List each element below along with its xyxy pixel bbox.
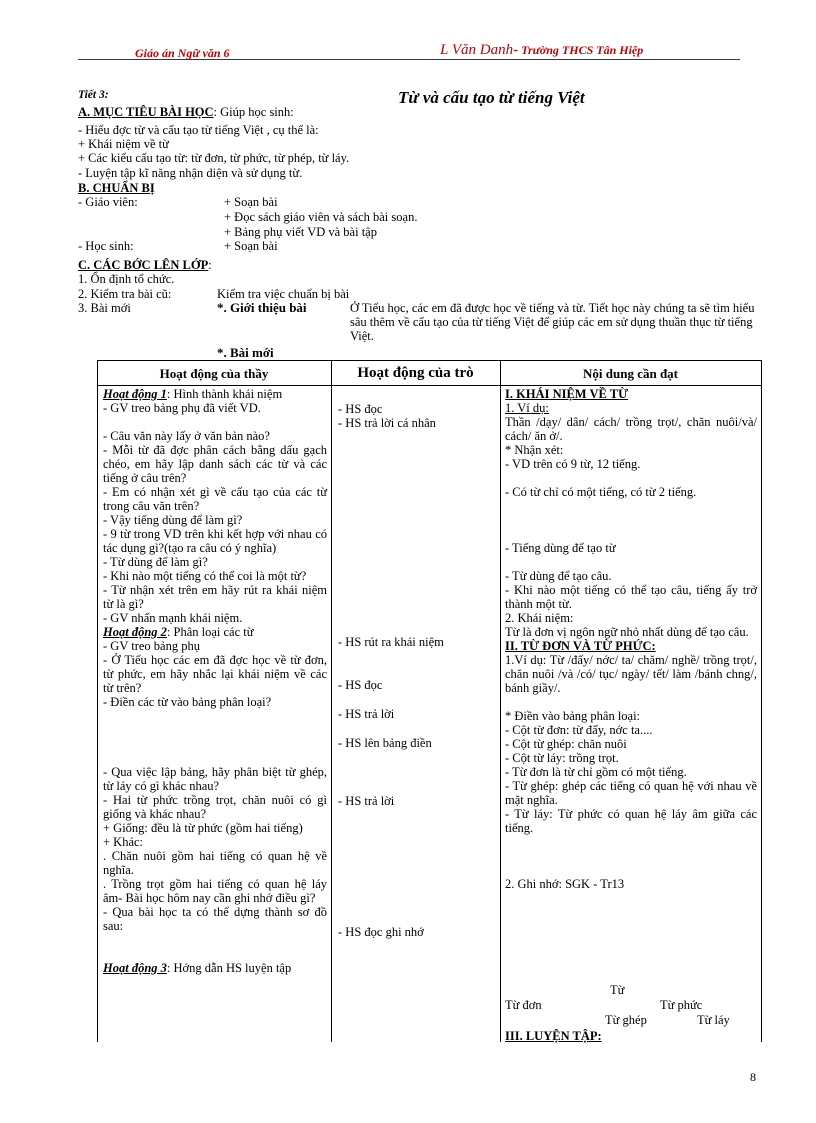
- content-line: - VD trên có 9 từ, 12 tiếng.: [505, 457, 641, 471]
- spacer: [505, 555, 757, 569]
- content-line: - Tiếng dùng để tạo từ: [505, 541, 616, 555]
- header-school: Trường THCS Tân Hiệp: [518, 43, 644, 57]
- header-teacher: Hoạt động của thầy: [159, 366, 269, 381]
- student-activity: - HS trả lời: [338, 707, 395, 721]
- teacher-line: - 9 từ trong VD trên khi kết hợp với nhau có tác dụng gì?(tạo ra câu có ý nghĩa): [103, 527, 327, 555]
- activity-title: : Hớng dẫn HS luyện tập: [166, 961, 292, 975]
- student-activity: - HS trả lời cá nhân: [338, 416, 436, 430]
- content-line: - Từ ghép: ghép các tiếng có quan hệ với nhau về mặt nghĩa.: [505, 779, 757, 807]
- header-student: Hoạt động của trò: [357, 365, 474, 381]
- student-label: - Học sinh:: [78, 239, 134, 253]
- teacher-line: . Trồng trọt gồm hai tiếng có quan hệ láy âm- Bài học hôm nay cần ghi nhớ điều gì?: [103, 877, 327, 905]
- spacer: [505, 835, 757, 877]
- diagram-compound: Từ phức: [660, 998, 703, 1012]
- teacher-line: - Từ nhận xét trên em hãy rút ra khái niệm từ là gì?: [103, 583, 327, 611]
- section-a-intro: : Giúp học sinh:: [213, 105, 294, 119]
- section-a-line: - Luyện tập kĩ năng nhận diện và sử dụng từ.: [78, 166, 303, 180]
- teacher-line: . Chăn nuôi gồm hai tiếng có quan hệ về nghĩa.: [103, 849, 327, 877]
- table-header-border: [97, 385, 762, 386]
- section-c-heading-line: [78, 258, 212, 272]
- content-line: - Khi nào một tiếng có thể tạo câu, tiếng ấy trở thành một từ.: [505, 583, 757, 611]
- section-a-line: - Hiểu đợc từ và cấu tạo từ tiếng Việt , cụ thể là:: [78, 123, 319, 137]
- teacher-item: + Đọc sách giáo viên và sách bài soạn.: [224, 210, 418, 224]
- teacher-item: + Bảng phụ viết VD và bài tập: [224, 225, 377, 239]
- step-1: 1. Ổn định tổ chức.: [78, 272, 175, 286]
- header-author-school: [440, 42, 643, 59]
- student-item: + Soạn bài: [224, 239, 278, 253]
- lesson-table: [97, 360, 762, 1042]
- student-activity: - HS rút ra khái niệm: [338, 635, 444, 649]
- table-col-divider: [331, 360, 332, 1042]
- teacher-line: - Vậy tiếng dùng để làm gì?: [103, 513, 243, 527]
- section-a-line: + Các kiểu cấu tạo từ: từ đơn, từ phức, từ phép, từ láy.: [78, 151, 350, 165]
- student-activity: - HS đọc: [338, 678, 383, 692]
- content-line: 2. Khái niệm:: [505, 611, 574, 625]
- new-lesson-label: *. Bài mới: [217, 345, 274, 360]
- diagram-root: Từ: [610, 983, 625, 997]
- student-activity: - HS lên bảng điền: [338, 736, 432, 750]
- activity-label: Hoạt động 3: [103, 961, 167, 975]
- teacher-line: - GV treo bảng phụ đã viết VD.: [103, 401, 261, 415]
- activity-title: : Hình thành khái niệm: [166, 387, 283, 401]
- diagram-compound-words: Từ ghép: [605, 1013, 647, 1027]
- diagram-single: Từ đơn: [505, 998, 542, 1012]
- section-c-heading: C. CÁC BỚC LÊN LỚP: [78, 258, 209, 272]
- teacher-line: - Em có nhận xét gì về cấu tạo của các từ trong câu văn trên?: [103, 485, 327, 513]
- teacher-line: - Hai từ phức trồng trọt, chăn nuôi có gì giống và khác nhau?: [103, 793, 327, 821]
- content-line: 1.Ví dụ: Từ /đấy/ nớc/ ta/ chăm/ nghề/ trồng trọt/, chăn nuôi /và /có/ tục/ ngày/ tết/ làm /bánh chng/, bánh giầy/.: [505, 653, 757, 695]
- activity-label: Hoạt động 2: [103, 625, 167, 639]
- teacher-line: - Điền các từ vào bảng phân loại?: [103, 695, 272, 709]
- teacher-line: + Khác:: [103, 835, 144, 849]
- content-line: II. TỪ ĐƠN VÀ TỪ PHỨC:: [505, 639, 656, 653]
- section-a-heading-line: [78, 105, 294, 119]
- content-line: Từ là đơn vị ngôn ngữ nhỏ nhất dùng để tạo câu.: [505, 625, 749, 639]
- spacer: [103, 415, 327, 429]
- practice-heading: III. LUYỆN TẬP:: [505, 1029, 602, 1043]
- content-line: - Cột từ láy: trồng trọt.: [505, 751, 619, 765]
- content-line: 2. Ghi nhớ: SGK - Tr13: [505, 877, 625, 891]
- teacher-line: - Qua bài học ta có thể dựng thành sơ đồ sau:: [103, 905, 327, 933]
- teacher-line: - Qua việc lập bảng, hãy phân biệt từ ghép, từ láy có gì khác nhau?: [103, 765, 327, 793]
- spacer: [505, 499, 757, 541]
- content-line: - Có từ chỉ có một tiếng, có từ 2 tiếng.: [505, 485, 697, 499]
- teacher-line: - GV treo bảng phụ: [103, 639, 200, 653]
- table-top-border: [97, 360, 762, 361]
- spacer: [505, 695, 757, 709]
- page-number: 8: [750, 1070, 756, 1084]
- header-author: L Văn Danh-: [440, 42, 519, 58]
- activity-label: Hoạt động 1: [103, 387, 167, 401]
- content-line: - Cột từ đơn: từ đấy, nớc ta....: [505, 723, 653, 737]
- teacher-line: - Mỗi từ đã đợc phân cách bằng dấu gạch chéo, em hãy lập danh sách các từ và các tiếng ở câu trên?: [103, 443, 327, 485]
- activity-heading: [103, 387, 327, 401]
- lesson-title: Từ và cấu tạo từ tiếng Việt: [398, 88, 585, 107]
- student-activity: - HS đọc ghi nhớ: [338, 925, 424, 939]
- content-line: Thần /dạy/ dân/ cách/ trồng trọt/, chăn nuôi/và/ cách/ ăn ở/.: [505, 415, 757, 443]
- content-line: * Điền vào bảng phân loại:: [505, 709, 641, 723]
- activity-heading: [103, 625, 327, 639]
- content-column: [505, 387, 757, 891]
- student-activity: - HS trả lời: [338, 794, 395, 808]
- teacher-line: - GV nhấn mạnh khái niệm.: [103, 611, 243, 625]
- teacher-line: - Từ dùng để làm gì?: [103, 555, 208, 569]
- content-line: - Từ dùng để tạo câu.: [505, 569, 612, 583]
- header-content: Nội dung cần đạt: [583, 366, 678, 381]
- content-line: * Nhận xét:: [505, 443, 564, 457]
- content-line: I. KHÁI NIỆM VỀ TỪ: [505, 387, 629, 401]
- intro-text: Ở Tiểu học, các em đã được học về tiếng và từ. Tiết học này chúng ta sẽ tìm hiểu sâu thêm về cấu tạo của từ tiếng Việt để giúp các em sử dụng thuần thục từ tiếng Việt.: [350, 301, 755, 343]
- section-a-heading: A. MỤC TIÊU BÀI HỌC: [78, 105, 214, 119]
- lesson-number: Tiết 3:: [78, 89, 109, 101]
- table-right-border: [761, 360, 762, 1042]
- intro-label: *. Giới thiệu bài: [217, 300, 307, 315]
- spacer: [103, 933, 327, 961]
- section-c-colon: :: [208, 258, 212, 272]
- header-divider: [78, 59, 740, 60]
- teacher-line: + Giống: đều là từ phức (gồm hai tiếng): [103, 821, 303, 835]
- section-b-heading: B. CHUẨN BỊ: [78, 181, 155, 195]
- header-subject: Giáo án Ngữ văn 6: [135, 46, 230, 60]
- section-a-line: + Khái niệm về từ: [78, 137, 169, 151]
- content-line: - Cột từ ghép: chăn nuôi: [505, 737, 627, 751]
- teacher-line: - Câu văn này lấy ở văn bản nào?: [103, 429, 270, 443]
- step-2-label: 2. Kiểm tra bài cũ:: [78, 287, 172, 301]
- diagram-reduplicative: Từ láy: [697, 1013, 730, 1027]
- spacer: [505, 471, 757, 485]
- spacer: [103, 709, 327, 765]
- student-activity: - HS đọc: [338, 402, 383, 416]
- teacher-line: - Ở Tiểu học các em đã đợc học về từ đơn, từ phức, em hãy nhắc lại khái niệm về các từ trên?: [103, 653, 327, 695]
- table-left-border: [97, 360, 98, 1042]
- content-line: 1. Ví dụ:: [505, 401, 549, 415]
- teacher-line: - Khi nào một tiếng có thể coi là một từ?: [103, 569, 307, 583]
- teacher-item: + Soạn bài: [224, 195, 278, 209]
- content-line: - Từ láy: Từ phức có quan hệ láy âm giữa các tiếng.: [505, 807, 757, 835]
- step-3-label: 3. Bài mới: [78, 301, 131, 315]
- content-line: - Từ đơn là từ chỉ gồm có một tiếng.: [505, 765, 687, 779]
- teacher-label: - Giáo viên:: [78, 195, 138, 209]
- table-col-divider: [500, 360, 501, 1042]
- activity-title: : Phân loại các từ: [166, 625, 254, 639]
- step-2-value: Kiểm tra việc chuẩn bị bài: [217, 287, 350, 301]
- teacher-column: [103, 387, 327, 975]
- activity-heading: [103, 961, 327, 975]
